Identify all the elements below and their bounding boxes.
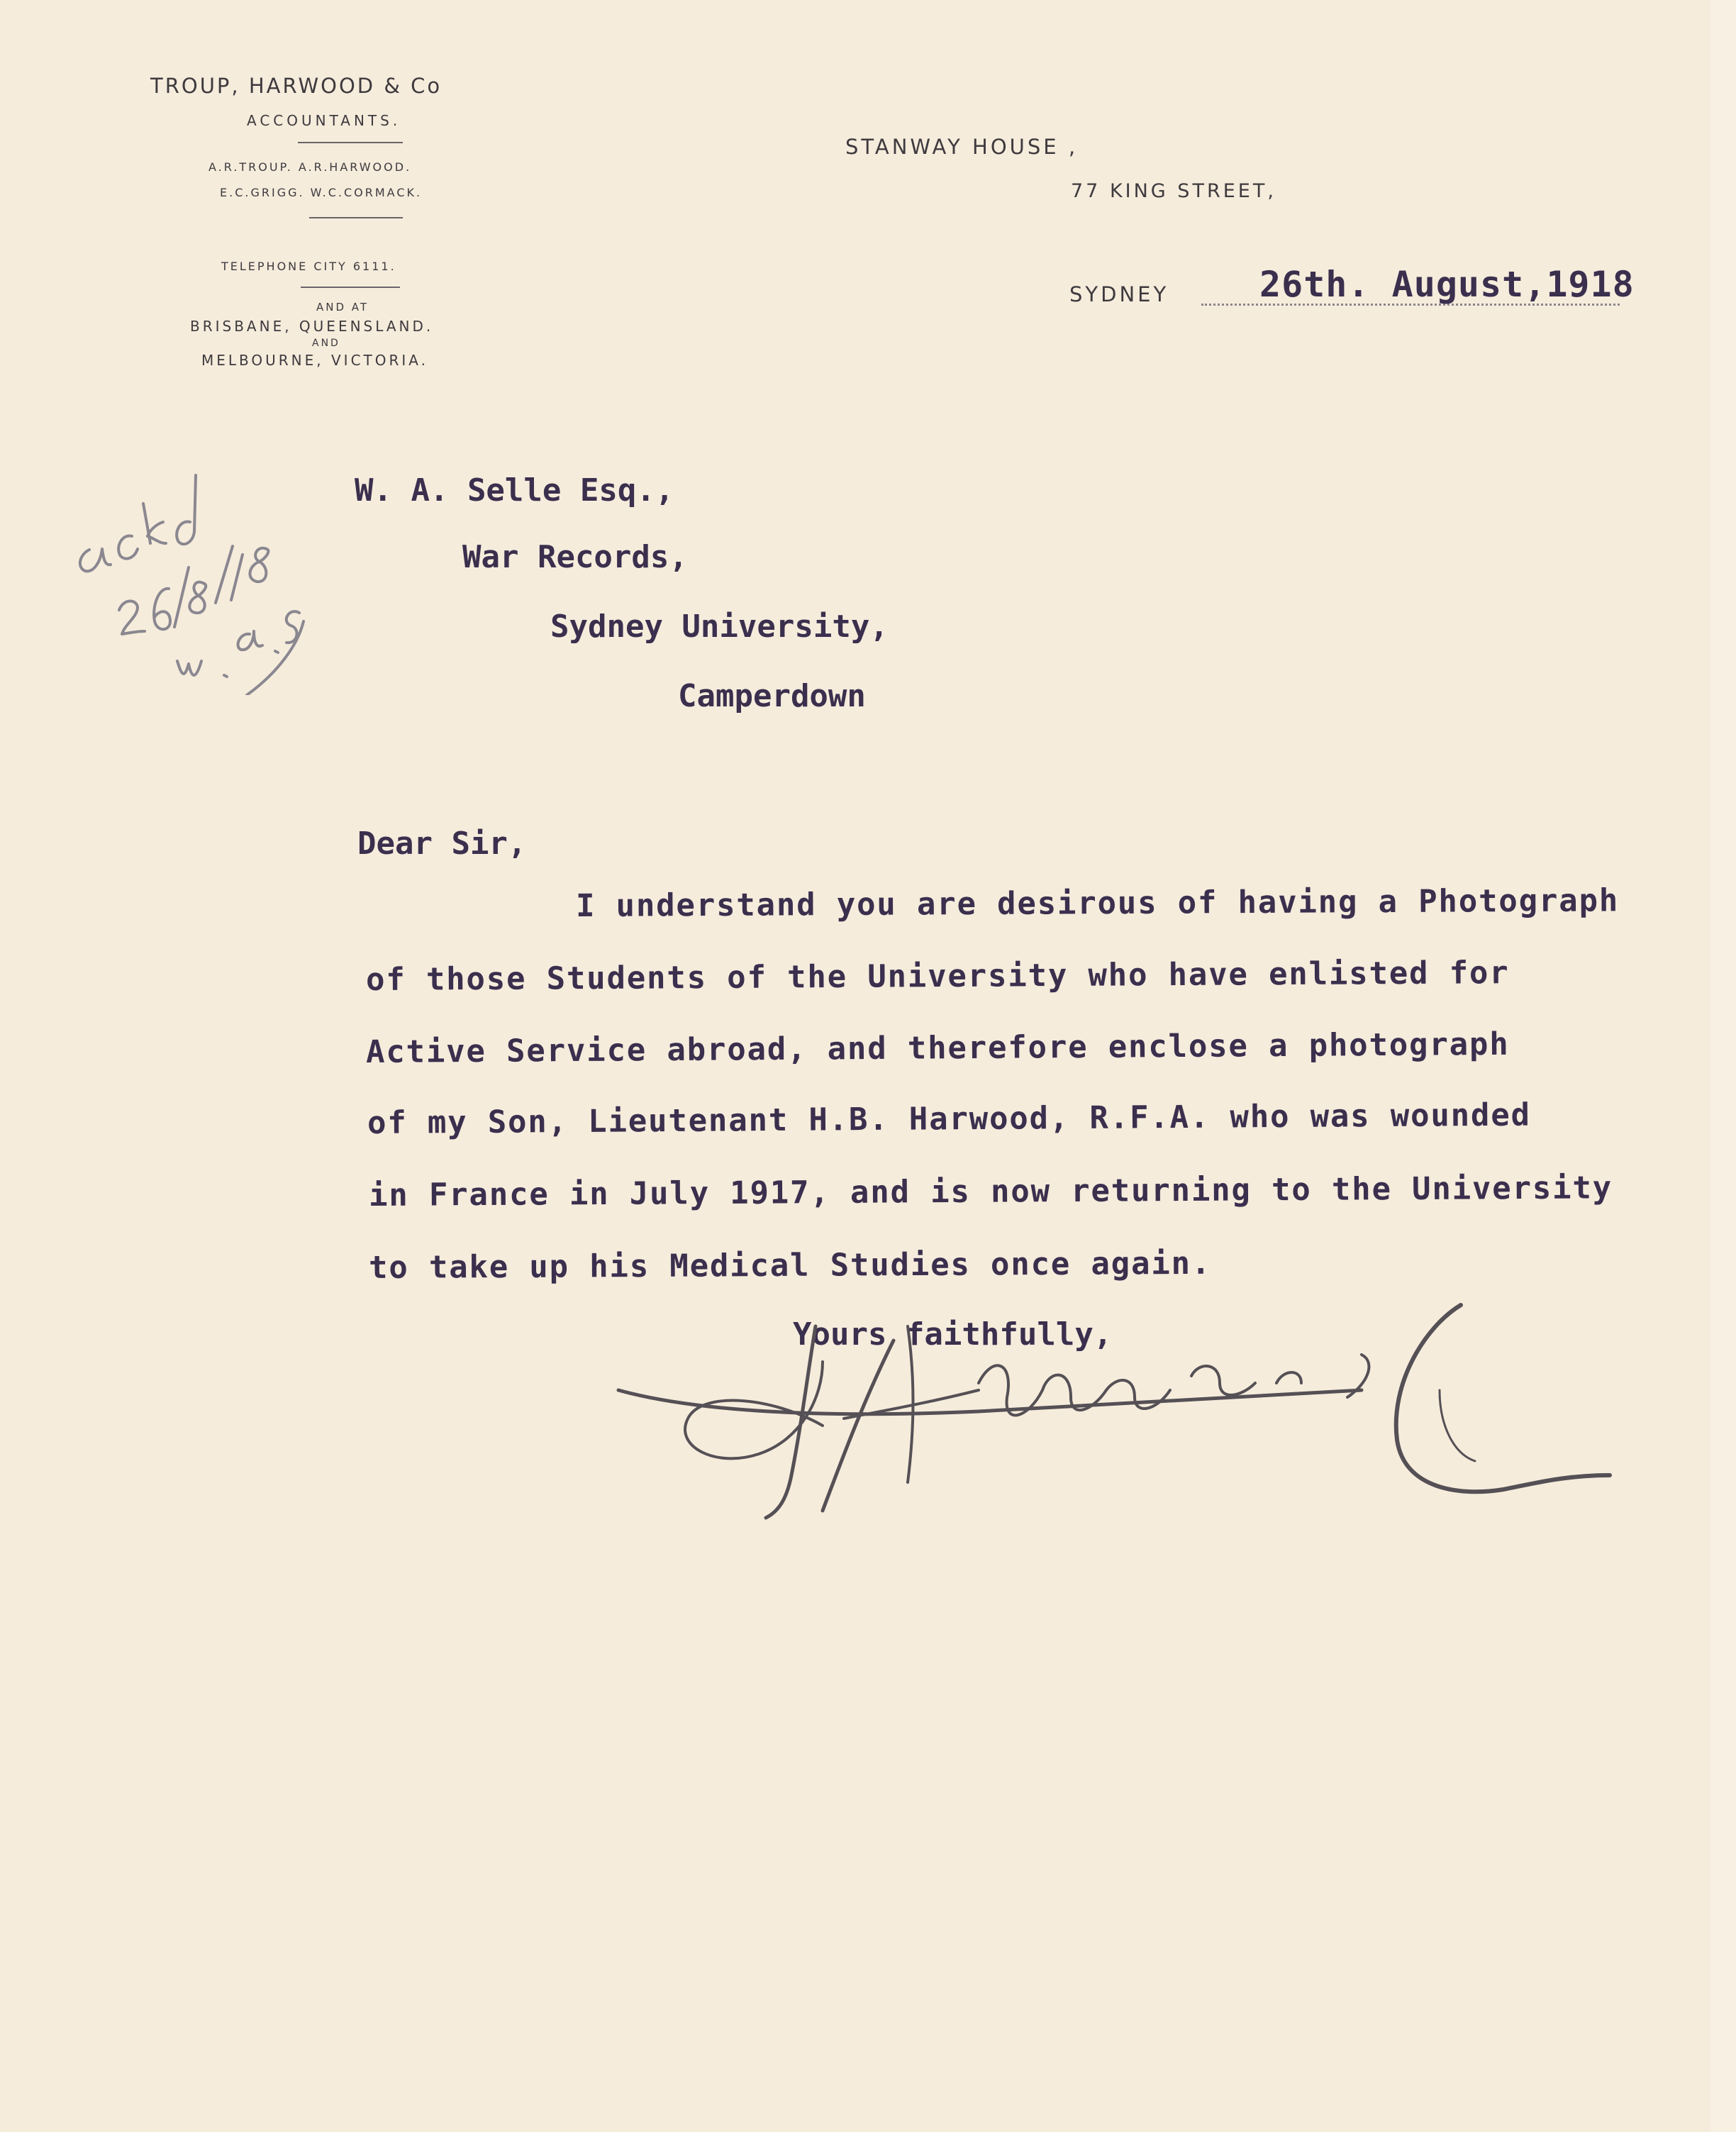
telephone-line: TELEPHONE CITY 6111. xyxy=(221,260,396,273)
recipient-place: Camperdown xyxy=(678,678,866,714)
letter-date: 26th. August,1918 xyxy=(1259,264,1635,305)
body-line-2: of those Students of the University who have enlisted for xyxy=(365,955,1510,998)
body-line-6: to take up his Medical Studies once again. xyxy=(368,1245,1212,1286)
body-line-3: Active Service abroad, and therefore enclose a photograph xyxy=(365,1026,1510,1070)
branch-melbourne: MELBOURNE, VICTORIA. xyxy=(201,352,428,369)
and-at-label: AND AT xyxy=(316,301,369,313)
street-address: 77 KING STREET, xyxy=(1071,180,1276,202)
handwritten-signature xyxy=(610,1284,1617,1525)
partners-line-2: E.C.GRIGG. W.C.CORMACK. xyxy=(220,186,423,199)
and-label: AND xyxy=(312,338,340,349)
body-line-1: I understand you are desirous of having a Photograph xyxy=(575,882,1620,924)
firm-name: TROUP, HARWOOD & Co xyxy=(150,74,443,98)
recipient-institution: Sydney University, xyxy=(550,609,889,645)
body-line-5: in France in July 1917, and is now returning to the University xyxy=(368,1170,1613,1214)
closing: Yours faithfully, xyxy=(793,1316,1113,1353)
letterhead-rule-2 xyxy=(309,217,403,218)
city-label: SYDNEY xyxy=(1069,282,1169,306)
paper-edge xyxy=(1710,0,1736,2132)
building-name: STANWAY HOUSE , xyxy=(845,135,1079,159)
branch-brisbane: BRISBANE, QUEENSLAND. xyxy=(190,318,434,335)
salutation: Dear Sir, xyxy=(357,826,527,862)
recipient-name: W. A. Selle Esq., xyxy=(355,472,674,509)
pencil-acknowledgement-annotation xyxy=(64,397,319,695)
recipient-department: War Records, xyxy=(462,539,688,575)
letterhead-rule-1 xyxy=(298,142,403,143)
firm-profession: ACCOUNTANTS. xyxy=(247,112,401,129)
body-line-4: of my Son, Lieutenant H.B. Harwood, R.F.A. who was wounded xyxy=(367,1096,1531,1141)
partners-line-1: A.R.TROUP. A.R.HARWOOD. xyxy=(208,160,412,174)
letterhead-rule-3 xyxy=(301,287,400,288)
